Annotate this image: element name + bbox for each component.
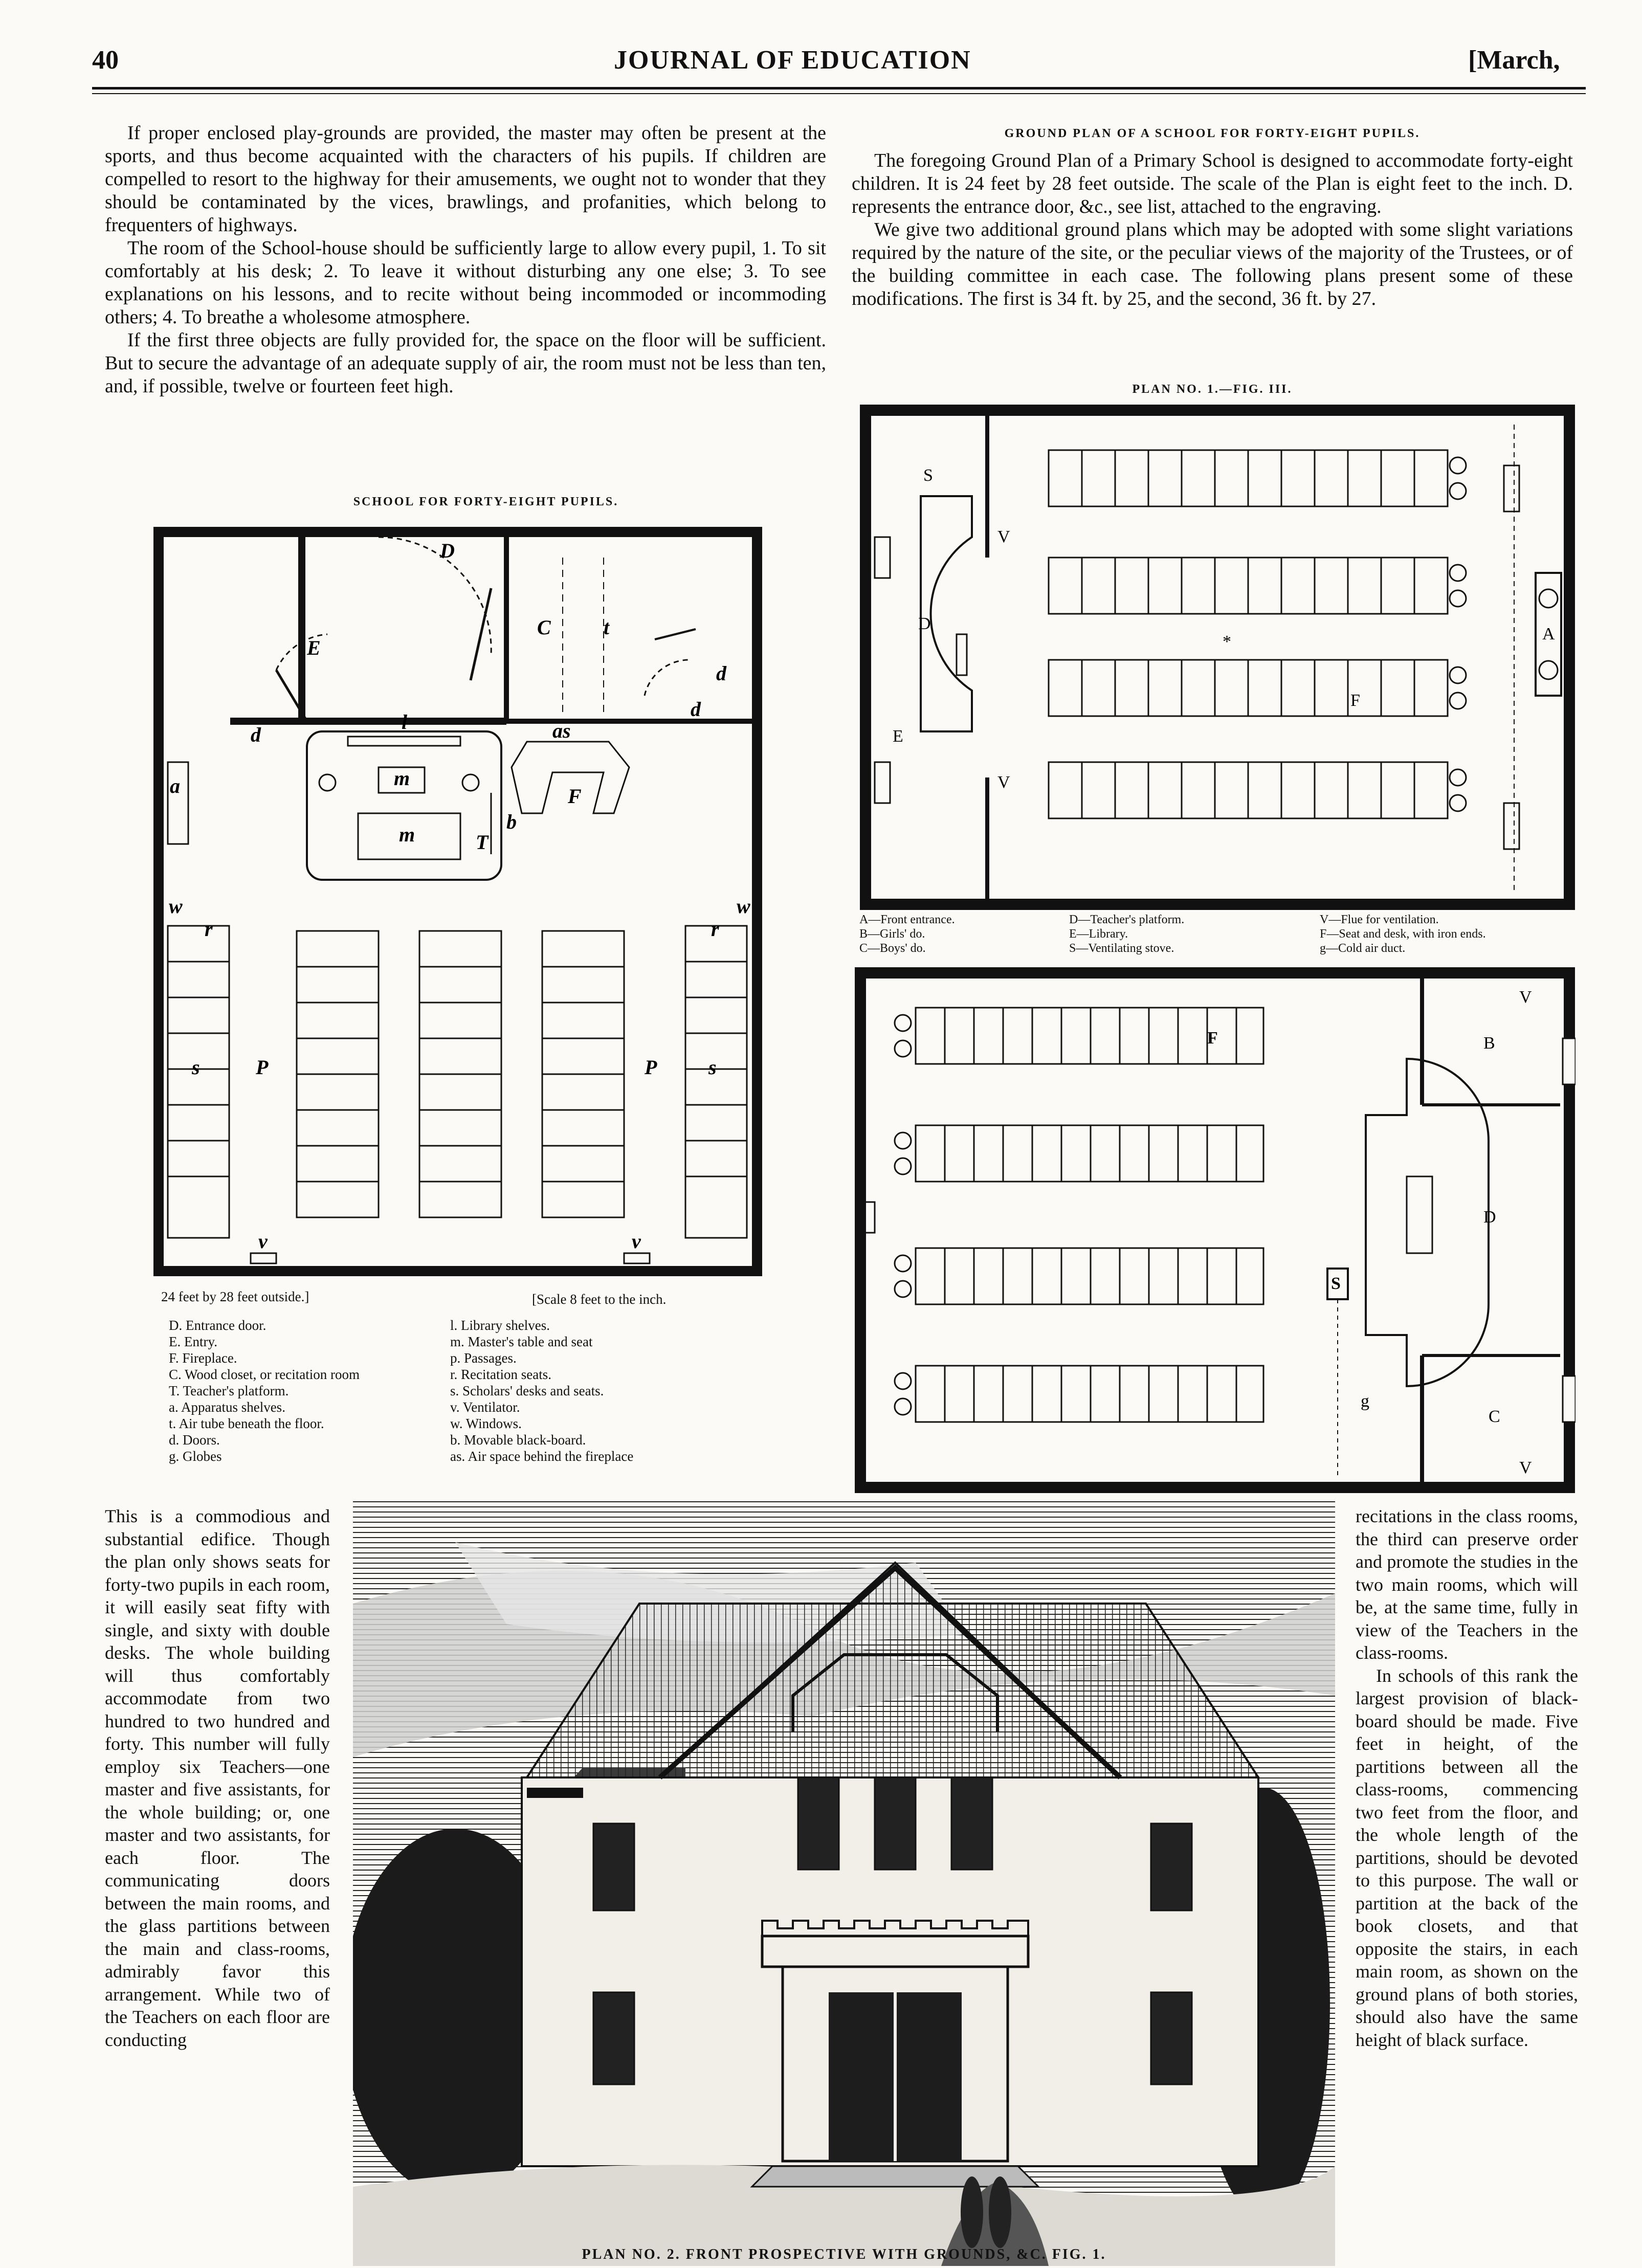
legend-item: E—Library. [1069,927,1128,941]
page-number: 40 [92,46,119,75]
label-m: m [394,767,410,790]
label-l: l [402,710,408,733]
legend-item: g—Cold air duct. [1320,942,1406,955]
floor-plan-no-2-ground [854,967,1576,1494]
floor-plan-48-pupils [153,527,762,1284]
plan1-legend-3 [1320,913,1486,955]
plan-scale-note: [Scale 8 feet to the inch. [532,1292,667,1307]
label-V: V [997,773,1010,792]
label-S: S [1331,1274,1341,1293]
legend-item: T. Teacher's platform. [169,1383,289,1398]
label-A: A [1542,625,1555,643]
bottom-right-text [1356,1505,1578,2051]
paragraph: If proper enclosed play-grounds are provided, the master may often be present at the sports, and thus become acquainted with the characters of his pupils. If children are compelled to resort to the highway for their amusements, we ought not to wonder that they should be contaminated by the vices, brawlings, and profanities, which belong to frequenters of highways. [105,122,826,236]
paragraph: The foregoing Ground Plan of a Primary School is designed to accommodate forty-eight children. It is 24 feet by 28 feet outside. The scale of the Plan is eight feet to the inch. D. represents the entrance door, &c., see list, attached to the engraving. [852,150,1573,217]
label-s: s [192,1056,200,1079]
label-E: E [893,727,903,746]
legend-item: B—Girls' do. [859,927,925,941]
plan-left-caption: SCHOOL FOR FORTY-EIGHT PUPILS. [353,495,619,508]
legend-item: D—Teacher's platform. [1069,913,1185,926]
plan-left-legend-1 [169,1317,360,1464]
label-p: P [645,1056,657,1079]
bottom-left-text: This is a commodious and substantial edifice. Though the plan only shows seats for forty-two pupils in each room, it will easily seat fifty with single, and sixty with double desks. The whole building will thus comfortably accommodate from two hundred to two hundred and forty. This number will fully employ six Teachers—one master and five assistants, for the whole building; or, one master and two assistants, for each floor. The communicating doors between the main rooms, and the glass partitions between the main and class-rooms, admirably favor this arrangement. While two of the Teachers on each floor are conducting [105,1506,330,2050]
label-V: V [1519,988,1532,1007]
header-rule [92,87,1586,90]
label-v: v [632,1230,641,1253]
legend-item: F—Seat and desk, with iron ends. [1320,927,1486,941]
legend-item: C. Wood closet, or recitation room [169,1367,360,1382]
legend-item: p. Passages. [450,1350,517,1366]
label-B: B [1483,1034,1495,1053]
label-a: a [170,774,180,797]
left-column-text [105,122,826,398]
label-b: b [506,810,517,833]
label-as: as [552,719,571,742]
label-T: T [476,831,489,854]
legend-item: l. Library shelves. [450,1318,550,1333]
label-F: F [568,785,582,808]
label-d: d [716,662,726,685]
engraving-caption: PLAN NO. 2. FRONT PROSPECTIVE WITH GROUNDS, &C. FIG. 1. [582,2247,1106,2262]
right-column-text [852,149,1573,310]
legend-item: r. Recitation seats. [450,1367,551,1382]
plan-left-legend-2 [450,1317,633,1464]
paragraph: The room of the School-house should be sufficiently large to allow every pupil, 1. To sit comfortably at his desk; 2. To leave it without disturbing any one else; 3. To see explanations on his lessons, and to recite without being incommoded or incommoding others; 4. To breathe a wholesome atmosphere. [105,237,826,328]
label-s: s [708,1056,717,1079]
paragraph: recitations in the class rooms, the third can preserve order and promote the studies in the two main rooms, which will be, at the same time, fully in view of the Teachers in the class-rooms. [1356,1506,1578,1663]
paragraph: We give two additional ground plans which may be adopted with some slight variations required by the nature of the site, or the peculiar views of the majority of the Trustees, or of the building committee in each case. The following plans present some of these modifications. The first is 34 ft. by 25, and the second, 36 ft. by 27. [852,219,1573,309]
legend-item: t. Air tube beneath the floor. [169,1416,324,1431]
label-S: S [923,466,933,485]
plan1-legend-1 [859,913,955,955]
plan1-caption: PLAN NO. 1.—FIG. III. [1132,383,1293,396]
legend-item: g. Globes [169,1449,222,1464]
legend-item: C—Boys' do. [859,942,926,955]
label-r: r [205,918,213,941]
label-V: V [997,527,1010,546]
legend-item: as. Air space behind the fireplace [450,1449,634,1464]
label-d: d [691,698,701,721]
plan-size-note: 24 feet by 28 feet outside.] [161,1289,309,1304]
plan1-legend-2 [1069,913,1184,955]
label-D: D [1483,1208,1496,1227]
legend-item: w. Windows. [450,1416,522,1431]
school-house-engraving [353,1501,1335,2266]
label-g: g [1361,1392,1369,1411]
legend-item: a. Apparatus shelves. [169,1399,285,1415]
legend-item: d. Doors. [169,1432,220,1448]
legend-item: m. Master's table and seat [450,1334,593,1349]
paragraph: In schools of this rank the largest provision of black-board should be made. Five feet in height, of the partitions between all the class-rooms, commencing two feet from the floor, and the whole length of the partitions, should be devoted to this purpose. The wall or partition at the back of the book closets, and that opposite the stairs, in each main room, as shown on the ground plans of both stories, should also have the same height of black surface. [1356,1665,1578,2050]
label-w: w [169,895,183,918]
label-D: D [918,614,931,633]
legend-item: V—Flue for ventilation. [1320,913,1439,926]
legend-item: E. Entry. [169,1334,217,1349]
label-F: F [1207,1029,1218,1048]
legend-item: D. Entrance door. [169,1318,267,1333]
floor-plan-no-1 [859,404,1576,910]
label-star: * [1223,632,1231,651]
label-E: E [307,636,321,659]
journal-title: JOURNAL OF EDUCATION [614,46,971,75]
label-t: t [604,616,610,639]
label-p: P [256,1056,269,1079]
label-D: D [440,539,455,562]
label-V: V [1519,1458,1532,1477]
label-r: r [711,918,719,941]
label-C: C [1489,1407,1500,1426]
legend-item: b. Movable black-board. [450,1432,586,1448]
legend-item: S—Ventilating stove. [1069,942,1174,955]
ground-plan-caption: GROUND PLAN OF A SCHOOL FOR FORTY-EIGHT PUPILS. [1004,127,1421,140]
legend-item: A—Front entrance. [859,913,955,926]
header-rule-thin [92,93,1586,94]
label-F: F [1350,691,1360,710]
legend-item: s. Scholars' desks and seats. [450,1383,604,1398]
legend-item: F. Fireplace. [169,1350,237,1366]
label-m: m [399,823,415,846]
desk-rows [168,931,747,1217]
paragraph: If the first three objects are fully provided for, the space on the floor will be sufficient. But to secure the advantage of an adequate supply of air, the room must not be less than ten, and, if possible, twelve or fourteen feet high. [105,329,826,397]
label-v: v [258,1230,268,1253]
label-w: w [737,895,750,918]
label-d: d [251,723,261,746]
legend-item: v. Ventilator. [450,1399,520,1415]
label-C: C [537,616,551,639]
issue-month: [March, [1468,46,1560,75]
